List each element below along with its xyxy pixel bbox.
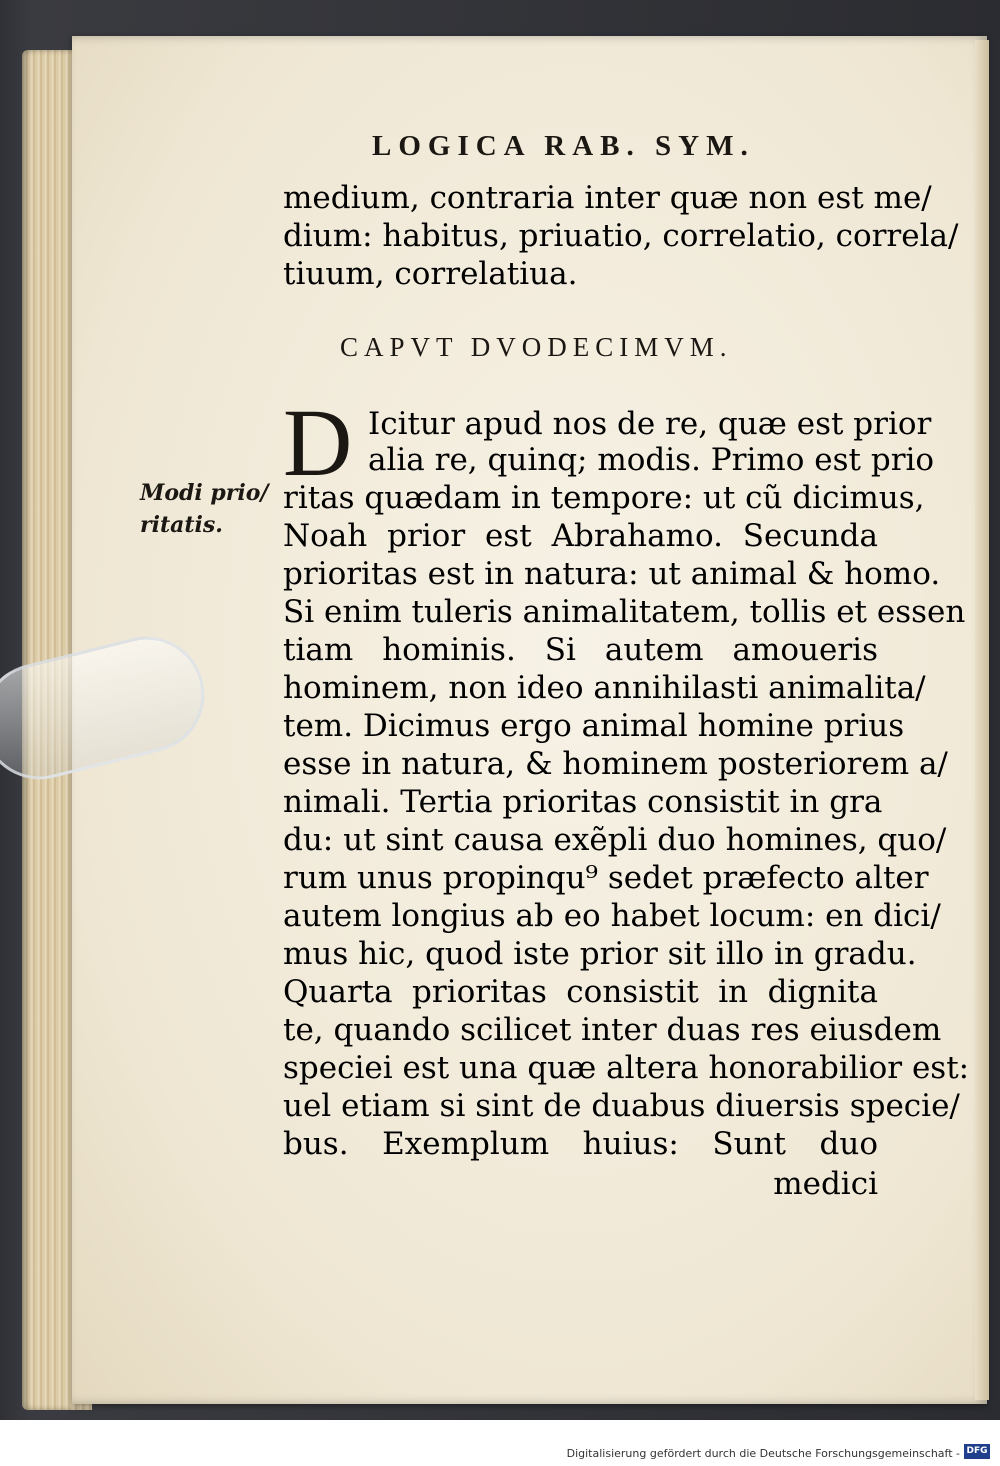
catchword: medici xyxy=(773,1166,878,1202)
text-line: autem longius ab eo habet locum: en dici/ xyxy=(283,898,941,934)
drop-cap: D xyxy=(283,389,353,496)
dfg-logo: DFG xyxy=(964,1444,990,1459)
text-line: Noah prior est Abrahamo. Secunda xyxy=(283,518,878,554)
text-line: hominem, non ideo annihilasti animalita/ xyxy=(283,670,926,706)
text-line: Quarta prioritas consistit in dignita xyxy=(283,974,878,1010)
text-line: speciei est una quæ altera honorabilior est: xyxy=(283,1050,970,1086)
text-line: esse in natura, & hominem posteriorem a/ xyxy=(283,746,948,782)
text-line: tiuum, correlatiua. xyxy=(283,256,578,292)
chapter-title: CAPVT DVODECIMVM. xyxy=(340,332,733,362)
text-line: ritas quædam in tempore: ut cũ dicimus, xyxy=(283,480,925,516)
text-line: rum unus propinqu⁹ sedet præfecto alter xyxy=(283,860,929,896)
text-line: prioritas est in natura: ut animal & homo. xyxy=(283,556,941,592)
text-line: tem. Dicimus ergo animal homine prius xyxy=(283,708,905,744)
text-line: Icitur apud nos de re, quæ est prior xyxy=(368,406,932,442)
digitization-credit: Digitalisierung gefördert durch die Deutsche Forschungsgemeinschaft - xyxy=(566,1447,960,1460)
text-line: dium: habitus, priuatio, correlatio, correla/ xyxy=(283,218,959,254)
running-head: LOGICA RAB. SYM. xyxy=(372,130,755,162)
margin-note-line: ritatis. xyxy=(140,512,223,538)
text-line: tiam hominis. Si autem amoueris xyxy=(283,632,878,668)
text-line: bus. Exemplum huius: Sunt duo xyxy=(283,1126,878,1162)
text-line: medium, contraria inter quæ non est me/ xyxy=(283,180,932,216)
facing-page-edge xyxy=(975,40,989,1400)
text-line: Si enim tuleris animalitatem, tollis et essen xyxy=(283,594,966,630)
text-line: te, quando scilicet inter duas res eiusdem xyxy=(283,1012,942,1048)
text-line: alia re, quinq; modis. Primo est prio xyxy=(368,442,935,478)
text-line: mus hic, quod iste prior sit illo in gradu. xyxy=(283,936,917,972)
text-line: du: ut sint causa exẽpli duo homines, quo/ xyxy=(283,822,947,858)
margin-note-line: Modi prio/ xyxy=(140,480,269,506)
text-line: uel etiam si sint de duabus diuersis specie/ xyxy=(283,1088,960,1124)
text-line: nimali. Tertia prioritas consistit in gra xyxy=(283,784,883,820)
